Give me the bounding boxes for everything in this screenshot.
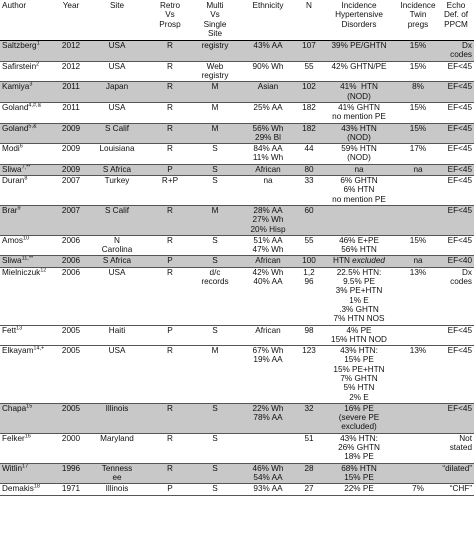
cell-htn: 43% HTN: 26% GHTN 18% PE [320, 433, 398, 463]
table-row [0, 403, 474, 433]
cell-year: 2011 [56, 102, 86, 123]
table-row [0, 484, 474, 495]
cell-eth: African [238, 164, 298, 175]
cell-echo: “CHF” [438, 484, 474, 495]
reference-superscript: 16 [24, 433, 31, 440]
reference-superscript: 5,& [28, 123, 37, 129]
table-row [0, 346, 474, 404]
cell-year: 1971 [56, 484, 86, 495]
cell-n: 182 [298, 123, 320, 144]
cell-eth: 25% AA [238, 102, 298, 123]
cell-n: 51 [298, 433, 320, 463]
cell-year: 2005 [56, 325, 86, 346]
cell-author [0, 235, 56, 256]
cell-year: 2012 [56, 41, 86, 62]
cell-site: Maryland [86, 433, 148, 463]
table-row [0, 102, 474, 123]
cell-twin: 17% [398, 144, 438, 165]
cell-htn: 68% HTN 15% PE [320, 463, 398, 484]
cell-rvp: P [148, 325, 192, 346]
cell-author [0, 267, 56, 325]
author-name: Safirstein [2, 61, 37, 71]
author-name: Fett [2, 325, 17, 335]
cell-mvs: S [192, 176, 238, 206]
cell-twin [398, 176, 438, 206]
cell-author [0, 484, 56, 495]
cell-author [0, 176, 56, 206]
cell-eth: 56% Wh 29% Bl [238, 123, 298, 144]
cell-eth: 90% Wh [238, 61, 298, 82]
table-row [0, 463, 474, 484]
cell-year: 2012 [56, 61, 86, 82]
column-header-incidence-hypertensive-disorders: Incidence Hypertensive Disorders [320, 0, 398, 41]
reference-superscript: 13 [16, 325, 23, 331]
cell-twin: 8% [398, 82, 438, 103]
cell-rvp: R [148, 102, 192, 123]
cell-author [0, 41, 56, 62]
cell-echo: EF<45 [438, 82, 474, 103]
cell-htn: 43% HTN: 15% PE 15% PE+HTN 7% GHTN 5% HTN 2% E [320, 346, 398, 404]
cell-n: 80 [298, 164, 320, 175]
cell-year: 2009 [56, 144, 86, 165]
cell-twin: 15% [398, 61, 438, 82]
cell-n: 32 [298, 403, 320, 433]
cell-year: 2009 [56, 123, 86, 144]
cell-eth: 43% AA [238, 41, 298, 62]
column-header-multi-vs-single-site: Multi Vs Single Site [192, 0, 238, 41]
cell-n: 55 [298, 61, 320, 82]
table-row [0, 267, 474, 325]
cell-twin: 13% [398, 346, 438, 404]
cell-author [0, 205, 56, 235]
column-header-incidence-twin-pregs: Incidence Twin pregs [398, 0, 438, 41]
cell-n: 182 [298, 102, 320, 123]
cell-eth: 84% AA 11% Wh [238, 144, 298, 165]
cell-rvp: R [148, 403, 192, 433]
author-name: Kamiya [2, 82, 30, 92]
author-name: Chapa [2, 403, 27, 413]
reference-superscript: 1 [36, 40, 40, 47]
cell-year: 2005 [56, 346, 86, 404]
cell-year: 2000 [56, 433, 86, 463]
reference-superscript: 9 [17, 205, 21, 212]
cell-htn: 46% E+PE 56% HTN [320, 235, 398, 256]
reference-superscript: 8 [24, 175, 28, 182]
cell-echo: EF<45 [438, 325, 474, 346]
cell-twin [398, 403, 438, 433]
cell-site: Japan [86, 82, 148, 103]
table-body [0, 41, 474, 495]
cell-author [0, 256, 56, 267]
cell-n: 33 [298, 176, 320, 206]
cell-site: S Calif [86, 123, 148, 144]
reference-superscript: 17 [22, 463, 29, 469]
cell-rvp: P [148, 256, 192, 267]
cell-site: USA [86, 346, 148, 404]
cell-n: 123 [298, 346, 320, 404]
cell-n: 60 [298, 205, 320, 235]
reference-superscript: 10 [22, 235, 30, 242]
table-row [0, 205, 474, 235]
cell-n: 102 [298, 82, 320, 103]
cell-eth: 67% Wh 19% AA [238, 346, 298, 404]
cell-echo: EF<40 [438, 256, 474, 267]
cell-rvp: R+P [148, 176, 192, 206]
cell-mvs: S [192, 235, 238, 256]
table-row [0, 164, 474, 175]
author-name: Elkayam [2, 346, 34, 356]
cell-htn: HTN excluded [320, 256, 398, 267]
reference-superscript: 7,** [21, 164, 31, 171]
cell-author [0, 325, 56, 346]
cell-twin [398, 463, 438, 484]
cell-mvs: S [192, 164, 238, 175]
cell-rvp: R [148, 61, 192, 82]
cell-mvs: M [192, 205, 238, 235]
cell-eth: 51% AA 47% Wh [238, 235, 298, 256]
cell-mvs: M [192, 102, 238, 123]
reference-superscript: 14,+ [33, 345, 45, 352]
cell-eth: African [238, 325, 298, 346]
cell-htn: 43% HTN (NOD) [320, 123, 398, 144]
cell-echo: EF<45 [438, 164, 474, 175]
cell-htn: 59% HTN (NOD) [320, 144, 398, 165]
cell-twin: 13% [398, 267, 438, 325]
cell-author [0, 463, 56, 484]
column-header-site: Site [86, 0, 148, 41]
cell-echo: EF<45 [438, 123, 474, 144]
cell-rvp: P [148, 164, 192, 175]
cell-htn: 42% GHTN/PE [320, 61, 398, 82]
author-name: Sliwa [2, 256, 22, 266]
cell-rvp: R [148, 123, 192, 144]
cell-n: 44 [298, 144, 320, 165]
cell-author [0, 102, 56, 123]
reference-superscript: 11,** [21, 255, 34, 262]
cell-htn: 22.5% HTN: 9.5% PE 3% PE+HTN 1% E .3% GHTN 7% HTN NOS [320, 267, 398, 325]
cell-twin: 15% [398, 102, 438, 123]
cell-rvp: R [148, 235, 192, 256]
cell-author [0, 61, 56, 82]
reference-superscript: 3 [29, 81, 33, 88]
cell-year: 2007 [56, 176, 86, 206]
cell-site: USA [86, 267, 148, 325]
cell-site: S Africa [86, 164, 148, 175]
table-row [0, 41, 474, 62]
cell-mvs: S [192, 325, 238, 346]
header-row [0, 0, 474, 41]
reference-superscript: 2 [36, 61, 40, 68]
column-header-author: Author [0, 0, 56, 41]
cell-rvp: P [148, 484, 192, 495]
reference-superscript: 6 [19, 143, 23, 150]
reference-superscript: 12 [40, 267, 47, 273]
cell-year: 1996 [56, 463, 86, 484]
cell-n: 1,2 96 [298, 267, 320, 325]
cell-eth: 93% AA [238, 484, 298, 495]
cell-author [0, 123, 56, 144]
cell-htn: 41% GHTN no mention PE [320, 102, 398, 123]
cell-n: 100 [298, 256, 320, 267]
cell-rvp: R [148, 205, 192, 235]
cell-year: 2005 [56, 403, 86, 433]
cell-htn: 4% PE 15% HTN NOD [320, 325, 398, 346]
cell-site: Illinois [86, 403, 148, 433]
cell-eth: 42% Wh 40% AA [238, 267, 298, 325]
column-header-retro-vs-prosp: Retro Vs Prosp [148, 0, 192, 41]
cell-author [0, 403, 56, 433]
cell-htn: 39% PE/GHTN [320, 41, 398, 62]
cell-mvs: M [192, 123, 238, 144]
author-name: Demakis [2, 484, 34, 494]
cell-htn: na [320, 164, 398, 175]
table-row [0, 144, 474, 165]
cell-echo: EF<45 [438, 403, 474, 433]
cell-echo: EF<45 [438, 61, 474, 82]
cell-echo: EF<45 [438, 144, 474, 165]
column-header-ethnicity: Ethnicity [238, 0, 298, 41]
author-name: Goland [2, 123, 29, 133]
cell-mvs: Web registry [192, 61, 238, 82]
cell-site: USA [86, 41, 148, 62]
cell-twin: na [398, 164, 438, 175]
author-name: Goland [2, 102, 29, 112]
cell-htn: 41% HTN (NOD) [320, 82, 398, 103]
author-name: Amos [2, 235, 23, 245]
cell-n: 107 [298, 41, 320, 62]
cell-mvs: S [192, 403, 238, 433]
cell-author [0, 164, 56, 175]
cell-mvs: S [192, 433, 238, 463]
cell-echo: Dx codes [438, 267, 474, 325]
author-name: Saltzberg [2, 41, 37, 51]
cell-year: 2006 [56, 235, 86, 256]
cell-echo: EF<45 [438, 176, 474, 206]
cell-twin: 15% [398, 41, 438, 62]
cell-twin: na [398, 256, 438, 267]
cell-site: USA [86, 102, 148, 123]
cell-twin: 15% [398, 235, 438, 256]
cell-mvs: registry [192, 41, 238, 62]
cell-n: 27 [298, 484, 320, 495]
cell-rvp: R [148, 144, 192, 165]
cell-year: 2006 [56, 267, 86, 325]
cell-echo: Not stated [438, 433, 474, 463]
cell-htn: 22% PE [320, 484, 398, 495]
cell-site: Louisiana [86, 144, 148, 165]
cell-site: S Africa [86, 256, 148, 267]
cell-rvp: R [148, 41, 192, 62]
cell-rvp: R [148, 346, 192, 404]
cell-rvp: R [148, 267, 192, 325]
cell-n: 98 [298, 325, 320, 346]
author-name: Modi [2, 144, 20, 154]
reference-superscript: 4,#,& [28, 102, 42, 109]
author-name: Mielniczuk [2, 267, 41, 277]
cell-site: Illinois [86, 484, 148, 495]
cell-author [0, 82, 56, 103]
cell-mvs: S [192, 256, 238, 267]
cell-mvs: S [192, 463, 238, 484]
cell-year: 2011 [56, 82, 86, 103]
cell-echo: EF<45 [438, 235, 474, 256]
cell-mvs: M [192, 346, 238, 404]
cell-site: USA [86, 61, 148, 82]
table-row [0, 325, 474, 346]
cell-mvs: S [192, 484, 238, 495]
cell-site: Tenness ee [86, 463, 148, 484]
cell-echo: “dilated” [438, 463, 474, 484]
cell-mvs: d/c records [192, 267, 238, 325]
cell-eth: 28% AA 27% Wh 20% Hisp [238, 205, 298, 235]
cell-htn: 6% GHTN 6% HTN no mention PE [320, 176, 398, 206]
cell-eth: Asian [238, 82, 298, 103]
author-name: Felker [2, 433, 25, 443]
cell-rvp: R [148, 82, 192, 103]
reference-superscript: 15 [26, 403, 33, 410]
cell-echo: EF<45 [438, 205, 474, 235]
cell-twin [398, 433, 438, 463]
cell-echo: EF<45 [438, 346, 474, 404]
cell-author [0, 433, 56, 463]
cell-twin: 7% [398, 484, 438, 495]
cell-author [0, 144, 56, 165]
table-row [0, 176, 474, 206]
cell-year: 2007 [56, 205, 86, 235]
cell-mvs: M [192, 82, 238, 103]
author-name: Witlin [2, 463, 23, 473]
cell-year: 2006 [56, 256, 86, 267]
cell-htn [320, 205, 398, 235]
cell-twin: 15% [398, 123, 438, 144]
column-header-year: Year [56, 0, 86, 41]
cell-eth [238, 433, 298, 463]
table-row [0, 61, 474, 82]
cell-site: Haiti [86, 325, 148, 346]
table-row [0, 82, 474, 103]
cell-rvp: R [148, 433, 192, 463]
cell-eth: 46% Wh 54% AA [238, 463, 298, 484]
cell-n: 28 [298, 463, 320, 484]
cell-htn: 16% PE (severe PE excluded) [320, 403, 398, 433]
cell-mvs: S [192, 144, 238, 165]
cell-n: 55 [298, 235, 320, 256]
column-header-n: N [298, 0, 320, 41]
table-row [0, 256, 474, 267]
table-row [0, 235, 474, 256]
cell-eth: 22% Wh 78% AA [238, 403, 298, 433]
cell-site: Turkey [86, 176, 148, 206]
table-row [0, 433, 474, 463]
cell-rvp: R [148, 463, 192, 484]
cell-year: 2009 [56, 164, 86, 175]
cell-twin [398, 205, 438, 235]
cell-eth: African [238, 256, 298, 267]
author-name: Brar [2, 205, 18, 215]
table-row [0, 123, 474, 144]
author-name: Duran [2, 176, 25, 186]
cell-twin [398, 325, 438, 346]
cell-site: N Carolina [86, 235, 148, 256]
cell-author [0, 346, 56, 404]
author-name: Sliwa [2, 164, 22, 174]
column-header-echo-def-ppcm: Echo Def. of PPCM [438, 0, 474, 41]
cell-site: S Calif [86, 205, 148, 235]
cell-echo: EF<45 [438, 102, 474, 123]
reference-superscript: 18 [33, 483, 40, 490]
cell-echo: Dx codes [438, 41, 474, 62]
cell-eth: na [238, 176, 298, 206]
